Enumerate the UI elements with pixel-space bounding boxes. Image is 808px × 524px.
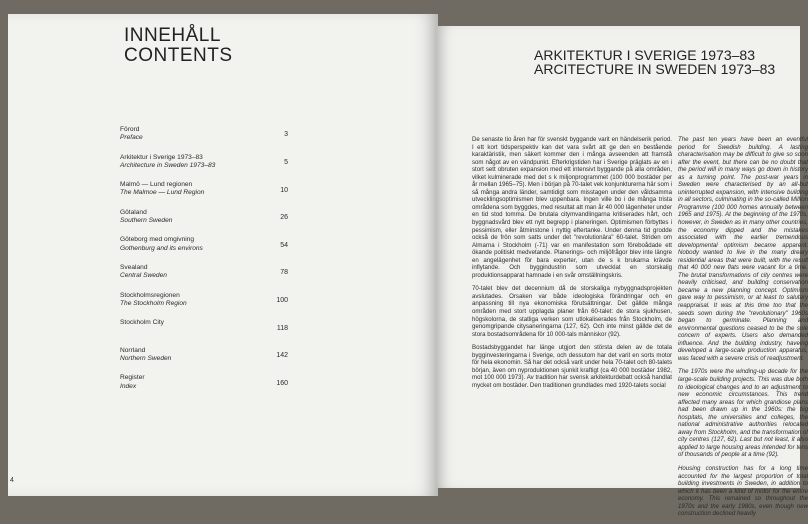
toc-entry-page: 3 <box>284 131 288 139</box>
body-paragraph: De senaste tio åren har för svenskt byggande varit en händelserik period. I ett kort tidsperspektiv kan det vara svårt att ge den en bestående karaktäristik, men säkert kommer den i många avseenden att framstå som något av en vändpunkt. Efterkrigstiden har i Sverige präglats av en i stort sett obruten expansion med ett intensivt byggande på alla områden, vilket kulminerade med det s k miljonprogrammet (100 000 bostäder per år mellan 1965–75). Men i början på 70-talet vek konjunkturerna här som i så många andra länder, samtidigt som misstagen under den våldsamma utvecklingsoptimismen blev uppenbara. Ingen ville bo i de många trista områdena som byggdes, med resultat att man år 40 000 lägenheter under en tid stod tomma. De brutala citymvandlingarna kritiserades hårt, och byggnadsvård blev ett nytt begrepp i planeringen. Optimismen förbyttes i pessimism, eller åtminstone i nyttig eftertanke. Under denna tid grodde också de frön som satts under det "revolutionära" 60-talet. Striden om Almarna i Stockholm (-71) var en manifestation som föreboådade ett ökande politiskt medvetande. Planerings- och miljöfrågor blev inte längre en angelägenhet för bara experter, utan de s k brukarna krävde inflytande. Och byggindustrin som utvecklat en storskalig produktionsapparat hamnade i en svår omställningskris. <box>472 136 672 279</box>
toc-entry-swedish: Arkitektur i Sverige 1973–83 <box>120 153 203 161</box>
toc-entry-swedish: Förord <box>120 126 140 133</box>
page-number: 4 <box>10 477 14 484</box>
toc-entry <box>120 154 288 182</box>
heading-swedish: INNEHÅLL <box>124 25 221 46</box>
table-of-contents <box>120 126 288 402</box>
toc-entry-page: 142 <box>276 352 288 360</box>
toc-entry-page: 118 <box>276 324 288 332</box>
toc-entry-page: 78 <box>280 269 288 277</box>
toc-entry-english: The Malmoe — Lund Region <box>120 189 205 197</box>
toc-entry-swedish: Svealand <box>120 263 148 271</box>
body-paragraph: The 1970s were the winding-up decade for the large-scale building projects. This was due both to ideological changes and to an adjustment to new economic circumstances. This trend affected many areas for which grandiose plans had been drawn up in the 1960s: the big hospitals, the universities and colleges, the national administrative authorities relocated away from Stockholm, and the transformation of city centres (127, 62). Last but not least, it also applied to large housing areas intended for tens of thousands of people at a time (92). <box>678 368 808 459</box>
body-paragraph: The past ten years have been an eventful period for Swedish building. A lasting characterisation may be difficult to give so soon after the event, but there can be no doubt that the period will in many ways go down in history as a turning point. The post-war years in Sweden were characterised by an all-but uninterrupted expansion, with intensive building in all sectors, culminating in the so-called Million Programme (100 000 homes annually between 1965 and 1975). At the beginning of the 1970s, however, in Sweden as in many other countries, the economy dipped and the mistakes associated with the earlier tremendous developmental optimism became apparent. Nobody wanted to live in the many dreary residential areas that were built, with the result that 40 000 new flats were vacant for a time. The brutal transformations of city centres were heavily criticised, and building conservation became a new planning concept. Optimism gave way to pessimism, or at least to salutary reappraisal. It was at this time too that the seeds sown during the "revolutionary" 1960s began to germinate. Planning and environmental questions ceased to be the sole concern of experts. Users also demanded influence. And the building industry, haveing developed a large-scale production apparatus, was faced with a severe crisis of readjustment. <box>678 136 808 362</box>
toc-entry <box>120 264 288 292</box>
toc-entry-swedish: Göteborg med omgivning <box>120 236 195 244</box>
toc-entry-swedish: Malmö — Lund regionen <box>120 181 193 189</box>
toc-entry <box>120 374 288 402</box>
toc-entry-english: Southern Sweden <box>120 216 173 224</box>
toc-entry-swedish: Register <box>120 374 145 382</box>
english-text-column <box>678 136 808 524</box>
toc-entry <box>120 181 288 209</box>
toc-entry-page: 160 <box>276 379 288 387</box>
contents-heading <box>124 26 233 66</box>
heading-english: CONTENTS <box>124 45 233 66</box>
toc-entry-page: 54 <box>280 241 288 249</box>
chapter-title-swedish: ARKITEKTUR I SVERIGE 1973–83 <box>534 47 755 63</box>
toc-entry-page: 5 <box>284 158 288 166</box>
toc-entry <box>120 126 288 154</box>
toc-entry-english: Central Sweden <box>120 272 167 280</box>
toc-entry-swedish: Stockholmsregionen <box>120 291 180 299</box>
left-page <box>8 14 438 496</box>
body-paragraph: Bostadsbyggandet har länge utgjort den största delen av de totala bygginvesteringarna i Sverige, och dessutom har det varit en sorts motor för hela ekonomin. Så har det också varit under hela 70-talet och 80-talets början, även om nyproduktionen sjunkit kraftigt (ca 40 000 bostäder 1982, mot 100 000 1973). Av tradition har svensk arkitekturdebatt också handlat mycket om bostäder. Den traditionen grundlades med 1920-talets social <box>472 344 672 389</box>
toc-entry-english: Preface <box>120 134 143 142</box>
toc-entry-page: 100 <box>276 296 288 304</box>
toc-entry-english: Architecture in Sweden 1973–83 <box>120 161 216 169</box>
chapter-title <box>534 48 775 76</box>
toc-entry <box>120 236 288 264</box>
toc-entry-english: The Stockholm Region <box>120 299 187 307</box>
toc-entry <box>120 209 288 237</box>
toc-entry-english: Northern Sweden <box>120 354 172 362</box>
toc-entry-page: 10 <box>280 186 288 194</box>
body-paragraph: 70-talet blev det decennium då de storskaliga nybyggnadsprojekten avslutades. Orsaken var både ideologiska förändringar och en anpassning till nya ekonomiska förutsättningar. Det gällde många områden med stort upplagda planer från 60-talet: de stora sjukhusen, högskolorna, de statliga verken som utlokaliserades från Stockholm, de genomgripande citysaneringarna (127, 62). Och inte minst gällde det de stora bostadsområdena för 10 000-tals människor (92). <box>472 285 672 338</box>
toc-entry <box>120 292 288 320</box>
swedish-text-column <box>472 136 672 396</box>
toc-entry-english: Gothenburg and its environs <box>120 244 203 252</box>
right-page <box>436 26 808 518</box>
toc-entry-english: Index <box>120 382 137 390</box>
toc-entry-swedish: Götaland <box>120 208 147 216</box>
toc-entry <box>120 347 288 375</box>
chapter-title-english: ARCITECTURE IN SWEDEN 1973–83 <box>534 61 776 77</box>
toc-entry-page: 26 <box>280 214 288 222</box>
toc-entry-swedish: Stockholm City <box>120 319 164 327</box>
toc-entry-swedish: Norrland <box>120 346 146 354</box>
body-paragraph: Housing construction has for a long time accounted for the largest proportion of total building investments in Sweden, in addition to which it has been a kind of motor for the entire economy. This remained so throughout the 1970s and the early 1980s, even though new construction declined heavily <box>678 464 808 518</box>
toc-entry <box>120 319 288 347</box>
